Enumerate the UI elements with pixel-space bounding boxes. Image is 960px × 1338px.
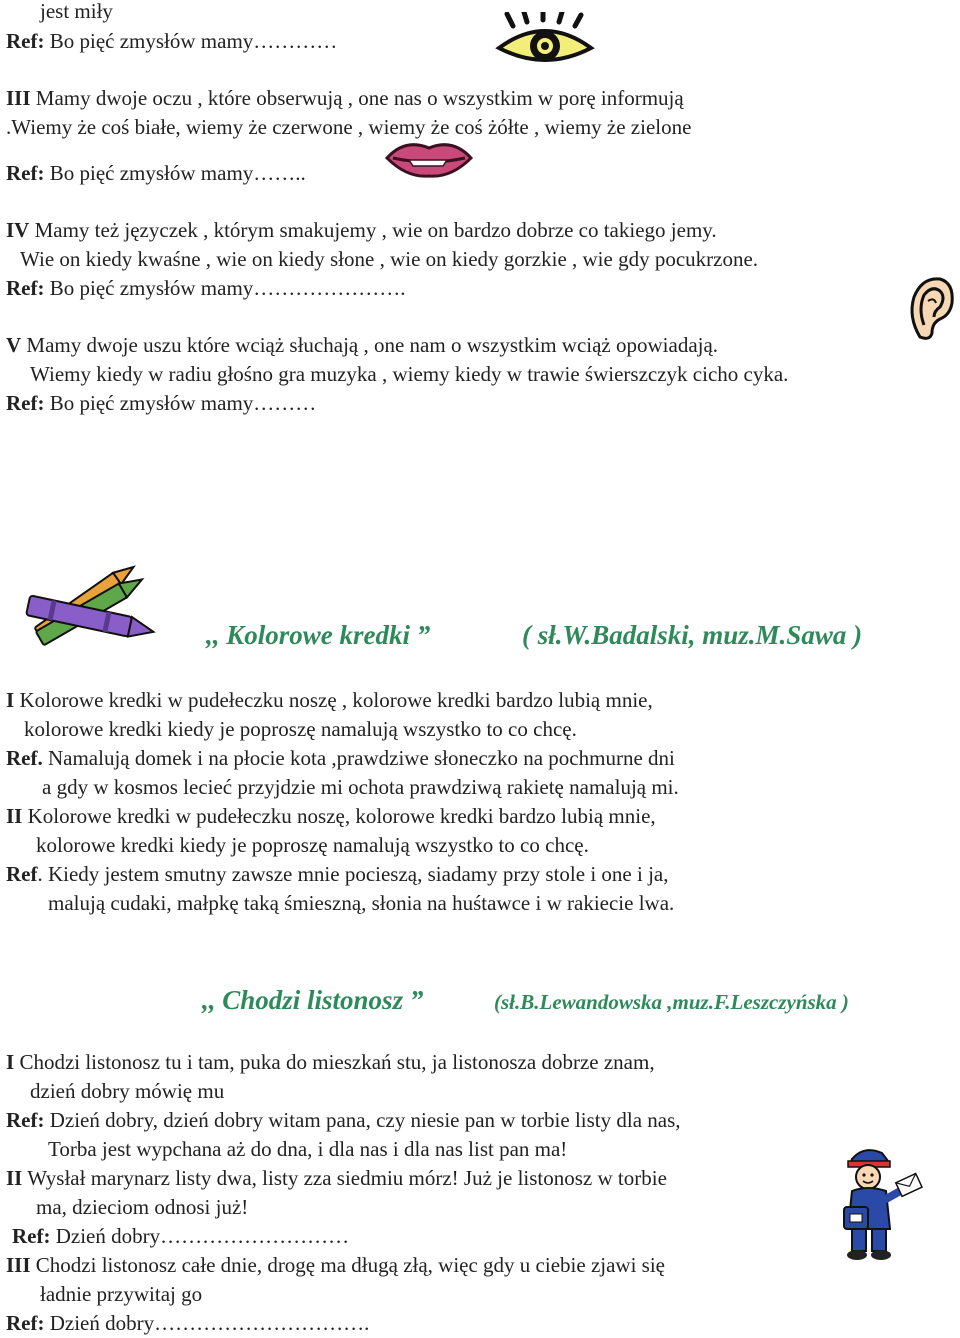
crayons-icon (18, 562, 160, 646)
text-line: ma, dzieciom odnosi już! (36, 1195, 249, 1219)
song-title: ,, Chodzi listonosz ” (202, 985, 424, 1015)
verse-line: IV Mamy też języczek , którym smakujemy , wie on bardzo dobrze co takiego jemy. (6, 218, 717, 242)
song-credits: (sł.B.Lewandowska ,muz.F.Leszczyńska ) (494, 990, 849, 1014)
refrain-line: Ref: Dzień dobry…………………………. (6, 1311, 370, 1335)
refrain-line: Ref: Dzień dobry, dzień dobry witam pana, czy niesie pan w torbie listy dla nas, (6, 1108, 681, 1132)
verse-line: I Chodzi listonosz tu i tam, puka do mieszkań stu, ja listonosza dobrze znam, (6, 1050, 655, 1074)
verse-line: II Wysłał marynarz listy dwa, listy zza siedmiu mórz! Już je listonosz w torbie (6, 1166, 667, 1190)
text-line: jest miły (40, 0, 113, 23)
refrain-line: Ref: Bo pięć zmysłów mamy…….. (6, 161, 306, 185)
refrain-line: Ref: Bo pięć zmysłów mamy……… (6, 391, 317, 415)
text-line: ładnie przywitaj go (40, 1282, 203, 1306)
text-line: a gdy w kosmos lecieć przyjdzie mi ochota prawdziwą rakietę namalują mi. (42, 775, 679, 799)
refrain-line: Ref: Bo pięć zmysłów mamy…………………. (6, 276, 406, 300)
refrain-line: Ref: Bo pięć zmysłów mamy………… (6, 29, 338, 53)
eye-icon (495, 12, 595, 70)
verse-line: III Chodzi listonosz całe dnie, drogę ma długą złą, więc gdy u ciebie zjawi się (6, 1253, 665, 1277)
ear-icon (906, 275, 956, 343)
song-title: ,, Kolorowe kredki ” (206, 620, 431, 650)
refrain-line: Ref. Namalują domek i na płocie kota ,prawdziwe słoneczko na pochmurne dni (6, 746, 675, 770)
text-line: kolorowe kredki kiedy je poproszę namalują wszystko to co chcę. (36, 833, 589, 857)
verse-line: III Mamy dwoje oczu , które obserwują , one nas o wszystkim w porę informują (6, 86, 684, 110)
text-line: Torba jest wypchana aż do dna, i dla nas i dla nas list pan ma! (48, 1137, 568, 1161)
verse-line: II Kolorowe kredki w pudełeczku noszę, kolorowe kredki bardzo lubią mnie, (6, 804, 656, 828)
text-line: malują cudaki, małpkę taką śmieszną, słonia na huśtawce i w rakiecie lwa. (48, 891, 675, 915)
text-line: kolorowe kredki kiedy je poproszę namalują wszystko to co chcę. (24, 717, 577, 741)
verse-line: I Kolorowe kredki w pudełeczku noszę , kolorowe kredki bardzo lubią mnie, (6, 688, 653, 712)
verse-line: V Mamy dwoje uszu które wciąż słuchają , one nam o wszystkim wciąż opowiadają. (6, 333, 719, 357)
postman-icon (830, 1143, 924, 1263)
lips-icon (385, 138, 473, 178)
song-credits: ( sł.W.Badalski, muz.M.Sawa ) (522, 620, 863, 650)
text-line: .Wiemy że coś białe, wiemy że czerwone , wiemy że coś żółte , wiemy że zielone (6, 115, 692, 139)
text-line: Wiemy kiedy w radiu głośno gra muzyka , wiemy kiedy w trawie świerszczyk cicho cyka. (30, 362, 789, 386)
text-line: Wie on kiedy kwaśne , wie on kiedy słone , wie on kiedy gorzkie , wie gdy pocukrzone. (20, 247, 759, 271)
refrain-line: Ref: Dzień dobry……………………… (12, 1224, 350, 1248)
refrain-line: Ref. Kiedy jestem smutny zawsze mnie pocieszą, siadamy przy stole i one i ja, (6, 862, 669, 886)
text-line: dzień dobry mówię mu (30, 1079, 225, 1103)
